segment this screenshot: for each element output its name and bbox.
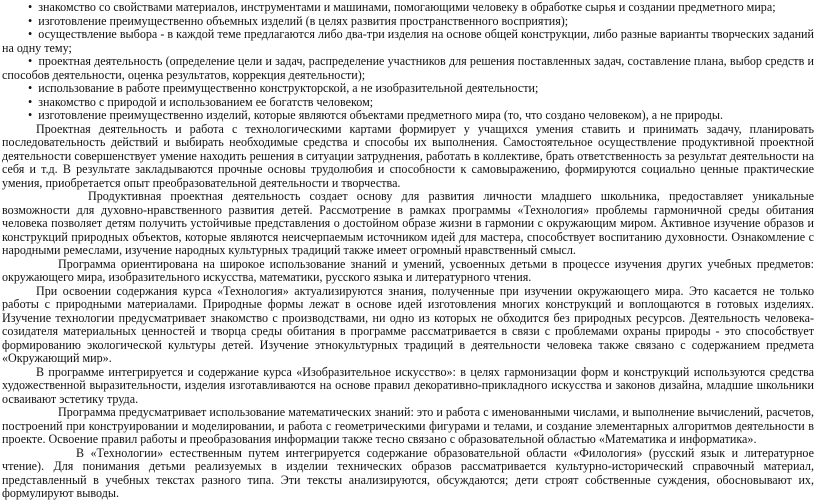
paragraph-program-orientation: Программа ориентирована на широкое использование знаний и умений, усвоенных детьми в процессе изучения других учебных предметов: окружающего мира, изобразительного искусства, математики, русского языка и литературного чтения. (2, 256, 814, 284)
list-item-text: знакомство с природой и использованием ее богатств человеком; (38, 94, 374, 109)
list-item-text: проектная деятельность (определение цели и задач, распределение участников для решения поставленных задач, составление плана, выбор средств и способов деятельности, оценка результатов, коррекция деятельности); (2, 54, 814, 82)
list-item-text: изготовление преимущественно объемных изделий (в целях развития пространственного восприятия); (38, 13, 569, 28)
list-item-text: изготовление преимущественно изделий, которые являются объектами предметного мира (то, что создано человеком), а не природы. (38, 108, 724, 122)
paragraph-surrounding-world: При освоении содержания курса «Технология» актуализируются знания, полученные при изучении окружающего мира. Это касается не только работы с природными материалами. Природные формы лежат в основе идей изготовления многих конструкций и воплощаются в готовых изделиях. Изучение технологии предусматривает знакомство с производствами, ни одно из которых не обходится без природных ресурсов. Деятельность человека-созидателя материальных ценностей и творца среды обитания в программе рассматривается в связи с проблемами охраны природы - это способствует формированию экологической культуры детей. Изучение этнокультурных традиций в деятельности человека также связано с содержанием предмета «Окружающий мир». (2, 283, 814, 365)
paragraph-philology: В «Технологии» естественным путем интегрируется содержание образовательной области «Филология» (русский язык и литературное чтение). Для понимания детьми реализуемых в изделии технических образов рассматривается культурно-исторический справочный материал, представленный в учебных текстах разного типа. Эти тексты анализируются, обсуждаются; дети строят собственные суждения, обосновывают их, формулируют выводы. (2, 445, 814, 500)
paragraph-mathematics: Программа предусматривает использование математических знаний: это и работа с именованными числами, и выполнение вычислений, расчетов, построений при конструировании и моделировании, и работа с геометрическими фигурами и телами, и создание элементарных алгоритмов деятельности в проекте. Освоение правил работы и преобразования информации также тесно связано с образовательной областью «Математика и информатика». (2, 405, 814, 446)
list-item-text: осуществление выбора - в каждой теме предлагаются либо два-три изделия на основе общей конструкции, либо разные варианты творческих заданий на одну тему; (2, 27, 814, 55)
paragraph-productive-activity: Продуктивная проектная деятельность создает основу для развития личности младшего школьника, предоставляет уникальные возможности для духовно-нравственного развития детей. Рассмотрение в рамках программы «Технология» проблемы гармоничной среды обитания человека позволяет детям получить устойчивые представления о достойном образе жизни в гармонии с окружающим миром. Активное изучение образов и конструкций природных объектов, которые являются неисчерпаемым источником идей для мастера, способствует воспитанию духовности. Ознакомление с народными ремеслами, изучение народных культурных традиций также имеет огромный нравственный смысл. (2, 189, 814, 257)
paragraph-project-activity: Проектная деятельность и работа с технологическими картами формирует у учащихся умения ставить и принимать задачу, планировать последовательность действий и выбирать необходимые средства и способы их выполнения. Самостоятельное осуществление продуктивной проектной деятельности совершенствует умение находить решения в ситуации затруднения, работать в коллективе, брать ответственность за результат деятельности на себя и т.д. В результате закладываются прочные основы трудолюбия и способности к самовыражению, формируются социально ценные практические умения, приобретается опыт преобразовательной деятельности и творчества. (2, 121, 814, 190)
list-item (2, 55, 814, 82)
bullet-marker: • (28, 94, 33, 109)
paragraph-fine-arts: В программе интегрируется и содержание курса «Изобразительное искусство»: в целях гармонизации форм и конструкций используются средства художественной выразительности, изделия изготавливаются на основе правил декоративно-прикладного искусства и законов дизайна, младшие школьники осваивают эстетику труда. (2, 364, 814, 406)
bullet-marker: • (28, 13, 33, 28)
list-item (2, 28, 814, 55)
list-item (2, 15, 814, 29)
bullet-marker: • (28, 81, 33, 95)
bullet-list (2, 1, 814, 123)
list-item (2, 109, 814, 123)
list-item-text: использование в работе преимущественно конструкторской, а не изобразительной деятельности; (38, 81, 539, 95)
list-item-text: знакомство со свойствами материалов, инструментами и машинами, помогающими человеку в обработке сырья и создании предметного мира; (38, 0, 776, 14)
bullet-marker: • (28, 54, 33, 68)
list-item (2, 82, 814, 96)
bullet-marker: • (28, 0, 33, 14)
bullet-marker: • (28, 27, 33, 41)
list-item (2, 1, 814, 15)
bullet-marker: • (28, 108, 33, 122)
list-item (2, 96, 814, 110)
